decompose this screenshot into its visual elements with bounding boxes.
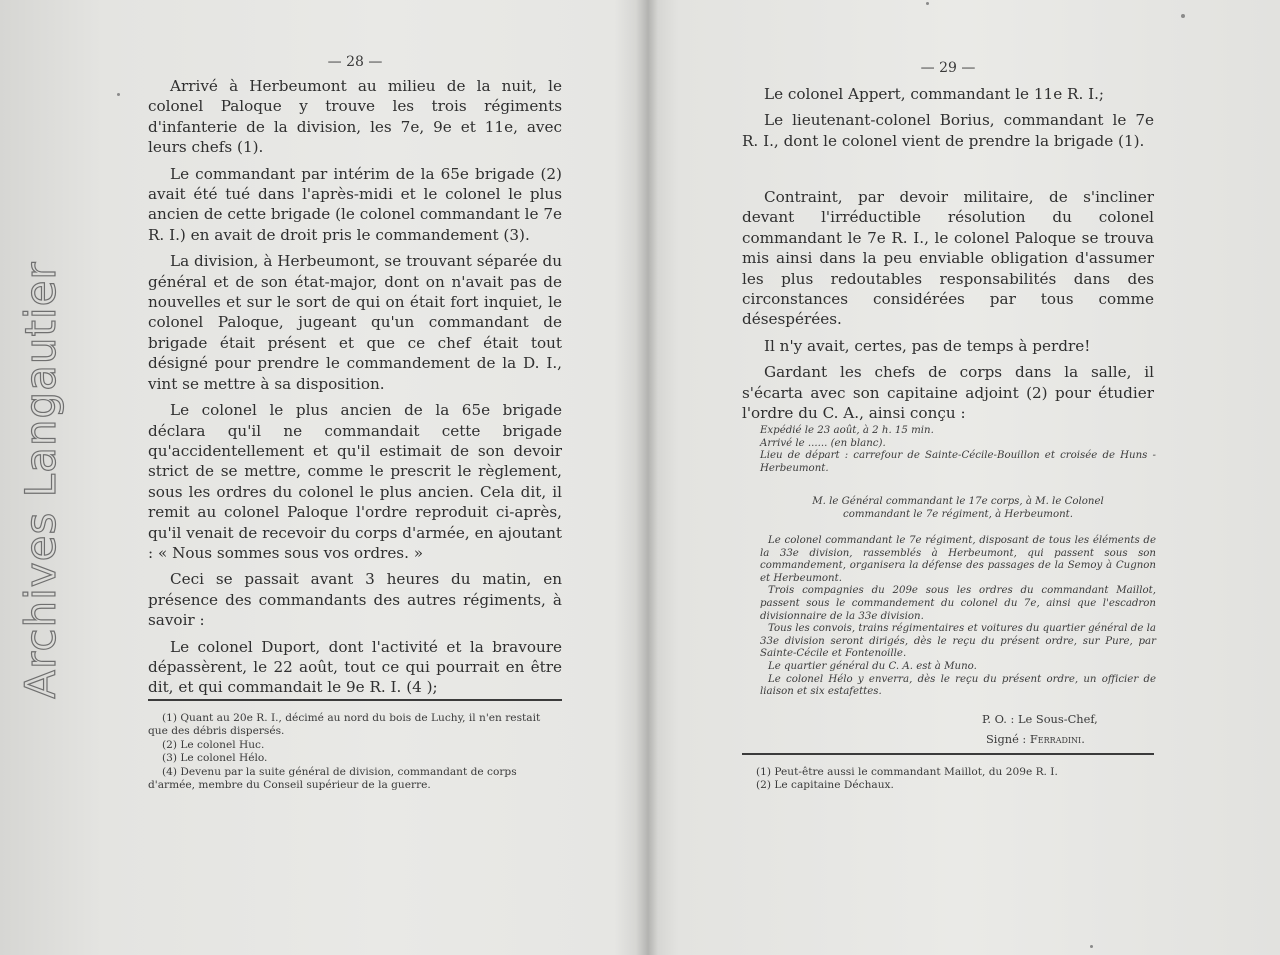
right-paragraph: Le colonel Appert, commandant le 11e R. I.; <box>764 85 1105 103</box>
order-body-line: Le colonel Hélo y enverra, dès le reçu du présent ordre, un officier de liaison et six estafettes. <box>760 673 1156 698</box>
watermark-text: Archives Langautier <box>15 261 65 699</box>
order-body-line: Le quartier général du C. A. est à Muno. <box>768 660 977 672</box>
footnote: (4) Devenu par la suite général de division, commandant de corps d'armée, membre du Conseil supérieur de la guerre. <box>148 765 517 792</box>
right-page-body-top <box>742 84 1154 157</box>
left-paragraph: La division, à Herbeumont, se trouvant séparée du général et de son état-major, dont on n'avait pas de nouvelles et sur le sort de qui on était fort inquiet, le colonel Paloque, jugeant qu'un commandant de brigade était présent et que ce chef était tout désigné pour prendre le commandement de la D. I., vint se mettre à sa disposition. <box>148 252 562 393</box>
footnote: (2) Le colonel Huc. <box>162 738 265 751</box>
order-signature-1: P. O. : Le Sous-Chef, <box>982 712 1098 726</box>
footnote: (2) Le capitaine Déchaux. <box>756 779 894 792</box>
right-page <box>742 0 1154 955</box>
signature-label: Signé : <box>986 732 1027 746</box>
order-header <box>760 425 1156 475</box>
right-paragraph: Il n'y avait, certes, pas de temps à perdre! <box>764 336 1091 355</box>
left-page-number: — 28 — <box>327 54 383 70</box>
left-page-body <box>148 76 562 704</box>
order-signature-2 <box>986 732 1085 746</box>
left-page <box>148 0 562 955</box>
right-page-body-mid <box>742 187 1154 429</box>
left-paragraph: Le commandant par intérim de la 65e brigade (2) avait été tué dans l'après-midi et le colonel le plus ancien de cette brigade (le colonel commandant le 7e R. I.) en avait de droit pris le commandement (3). <box>148 164 562 244</box>
order-address <box>760 496 1156 521</box>
right-footnote-rule <box>742 753 1154 755</box>
right-paragraph: Gardant les chefs de corps dans la salle, il s'écarta avec son capitaine adjoint (2) pour étudier l'ordre du C. A., ainsi conçu : <box>742 363 1154 423</box>
left-footnote-rule <box>148 699 562 701</box>
paper-speck <box>1181 14 1185 18</box>
paper-speck <box>117 93 120 96</box>
paper-speck <box>926 2 929 5</box>
order-body-line: Le colonel commandant le 7e régiment, disposant de tous les éléments de la 33e division, rassemblés à Herbeumont, qui passent sous son commandement, organisera la défense des passages de la Semoy à Cugnon et Herbeumont. <box>760 535 1156 584</box>
signature-name: Ferradini. <box>1029 732 1085 746</box>
book-gutter <box>636 0 658 955</box>
order-header-line: Arrivé le ...... (en blanc). <box>760 437 886 449</box>
footnote: (1) Peut-être aussi le commandant Maillot, du 209e R. I. <box>756 766 1058 778</box>
watermark <box>10 261 70 699</box>
left-footnotes <box>148 712 562 792</box>
right-paragraph: Le lieutenant-colonel Borius, commandant le 7e R. I., dont le colonel vient de prendre la brigade (1). <box>742 111 1154 150</box>
left-paragraph: Ceci se passait avant 3 heures du matin, en présence des commandants des autres régiments, à savoir : <box>148 570 562 630</box>
order-header-line: Lieu de départ : carrefour de Sainte-Cécile-Bouillon et croisée de Huns - Herbeumont. <box>760 450 1156 474</box>
right-page-number: — 29 — <box>920 60 976 76</box>
left-paragraph: Arrivé à Herbeumont au milieu de la nuit, le colonel Paloque y trouve les trois régiments d'infanterie de la division, les 7e, 9e et 11e, avec leurs chefs (1). <box>148 77 562 157</box>
paper-speck <box>1090 945 1093 948</box>
order-body-line: Tous les convois, trains régimentaires et voitures du quartier général de la 33e division seront dirigés, dès le reçu du présent ordre, sur Pure, par Sainte-Cécile et Fontenoille. <box>760 623 1156 660</box>
right-paragraph: Contraint, par devoir militaire, de s'incliner devant l'irréductible résolution du colonel commandant le 7e R. I., le colonel Paloque se trouva mis ainsi dans la peu enviable obligation d'assumer les plus redoutables responsabilités dans des circonstances considérées par tous comme désespérées. <box>742 188 1154 329</box>
left-paragraph: Le colonel le plus ancien de la 65e brigade déclara qu'il ne commandait cette brigade qu'accidentellement et qu'il estimait de son devoir strict de se mettre, comme le prescrit le règlement, sous les ordres du colonel le plus ancien. Cela dit, il remit au colonel Paloque l'ordre reproduit ci-après, qu'il venait de recevoir du corps d'armée, en ajoutant : « Nous sommes sous vos ordres. » <box>148 401 562 562</box>
order-header-line: Expédié le 23 août, à 2 h. 15 min. <box>760 425 934 436</box>
order-body-line: Trois compagnies du 209e sous les ordres du commandant Maillot, passent sous le commandement du colonel du 7e, ainsi que l'escadron divisionnaire de la 33e division. <box>760 585 1156 622</box>
right-footnotes <box>742 766 1154 793</box>
footnote: (1) Quant au 20e R. I., décimé au nord du bois de Luchy, il n'en restait que des débris dispersés. <box>148 712 541 738</box>
order-body <box>760 535 1156 699</box>
left-paragraph: Le colonel Duport, dont l'activité et la bravoure dépassèrent, le 22 août, tout ce qui pourrait en être dit, et qui commandait le 9e R. I. (4 ); <box>148 637 562 697</box>
footnote: (3) Le colonel Hélo. <box>162 752 268 765</box>
order-address-text: M. le Général commandant le 17e corps, à M. le Colonel commandant le 7e régiment, à Herbeumont. <box>812 496 1104 520</box>
